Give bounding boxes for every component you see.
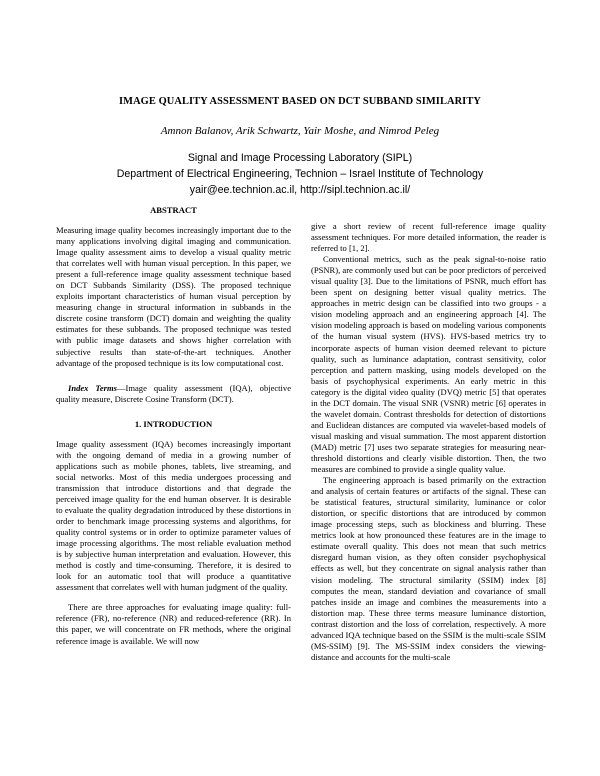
index-terms-text: —Image quality assessment (IQA), objective quality measure, Discrete Cosine Transform (DCT). — [56, 382, 291, 404]
paper-title: IMAGE QUALITY ASSESSMENT BASED ON DCT SUBBAND SIMILARITY — [119, 96, 481, 107]
intro-paragraph-4: The engineering approach is based primarily on the extraction and analysis of certain features or artifacts of the signal. These can be statistical features, structural similarity, luminance or color distortion, or specific distortions that are introduced by common image processing steps, such as blockiness and blurring. These metrics look at how pronounced these features are in the image to estimate overall quality. This does not mean that such metrics disregard human vision, as they often consider psychophysical effects as well, but they concentrate on signal analysis rather than vision modeling. The structural similarity (SSIM) index [8] computes the mean, standard deviation and covariance of small patches inside an image and combines the measurements into a distortion map. These three terms measure luminance distortion, contrast distortion and the loss of correlation, respectively. A more advanced IQA technique based on the SSIM is the multi-scale SSIM (MS-SSIM) [9]. The MS-SSIM index considers the viewing-distance and accounts for the multi-scale — [311, 475, 546, 662]
abstract-text: Measuring image quality becomes increasingly important due to the many applications involving digital imaging and communication. Image quality assessment aims to develop a visual quality metric that correlates well with human visual perception. In this paper, we present a full-reference image quality assessment technique based on DCT Subbands Similarity (DSS). The proposed technique exploits important characteristics of human visual perception by measuring change in structural information in subbands in the discrete cosine transform (DCT) domain and weighting the quality estimates for these subbands. The proposed technique was tested with public image datasets and shows higher correlation with subjective results than state-of-the-art techniques. Another advantage of the proposed technique is its low computational cost. — [56, 225, 291, 368]
affiliation-lab: Signal and Image Processing Laboratory (SIPL) — [187, 152, 413, 164]
paper-authors: Amnon Balanov, Arik Schwartz, Yair Moshe, and Nimrod Peleg — [160, 125, 440, 137]
introduction-heading: 1. INTRODUCTION — [134, 418, 213, 429]
index-terms-label: Index Terms — [68, 382, 117, 393]
intro-paragraph-2-continued: give a short review of recent full-reference image quality assessment techniques. For more detailed information, the reader is referred to [1, 2]. — [311, 221, 546, 254]
intro-paragraph-1: Image quality assessment (IQA) becomes increasingly important with the ongoing demand of media in a growing number of applications such as mobile phones, tablets, live streaming, and social networks. Most of this media undergoes processing and transmission that introduce distortions and that degrade the perceived image quality for the end human observer. It is desirable to evaluate the quality degradation introduced by these distortions in order to benchmark image processing systems and algorithms, for quality control systems or in order to optimize parameter values of image processing algorithms. The most reliable evaluation method is by subjective human interpretation and evaluation. However, this method is costly and time-consuming. Therefore, it is desired to look for an automatic tool that will produce a quantitative assessment that correlates well with human judgment of the quality. — [56, 438, 291, 593]
affiliation-block — [0, 150, 600, 198]
affiliation-contact: yair@ee.technion.ac.il, http://sipl.technion.ac.il/ — [189, 184, 411, 196]
index-terms — [56, 383, 291, 405]
affiliation-department: Department of Electrical Engineering, Technion – Israel Institute of Technology — [116, 168, 484, 180]
right-column — [311, 221, 546, 663]
intro-paragraph-2-start: There are three approaches for evaluating image quality: full-reference (FR), no-reference (NR) and reduced-reference (RR). In this paper, we will concentrate on FR methods, where the original reference image is available. We will now — [56, 602, 291, 646]
left-column — [56, 205, 291, 647]
intro-paragraph-3: Conventional metrics, such as the peak signal-to-noise ratio (PSNR), are commonly used but can be poor predictors of perceived visual quality [3]. Due to the limitations of PSNR, much effort has been spent on designing better visual quality metrics. The approaches in metric design can be classified into two groups - a vision modeling approach and an engineering approach [4]. The vision modeling approach is based on modeling various components of the human visual system (HVS). HVS-based metrics try to incorporate aspects of human vision deemed relevant to picture quality, such as luminance adaptation, contrast sensitivity, color perception and pattern masking, using models developed on the basis of psychophysical experiments. An early metric in this category is the digital video quality (DVQ) metric [5] that operates in the DCT domain. The visual SNR (VSNR) metric [6] operates in the wavelet domain. Contrast thresholds for detection of distortions and Euclidean distances are computed via wavelet-based models of visual masking and visual summation. The most apparent distortion (MAD) metric [7] uses two separate strategies for measuring near-threshold distortions and clearly visible distortion. Then, the two measures are combined to provide a single quality value. — [311, 254, 546, 475]
abstract-heading: ABSTRACT — [150, 205, 197, 215]
